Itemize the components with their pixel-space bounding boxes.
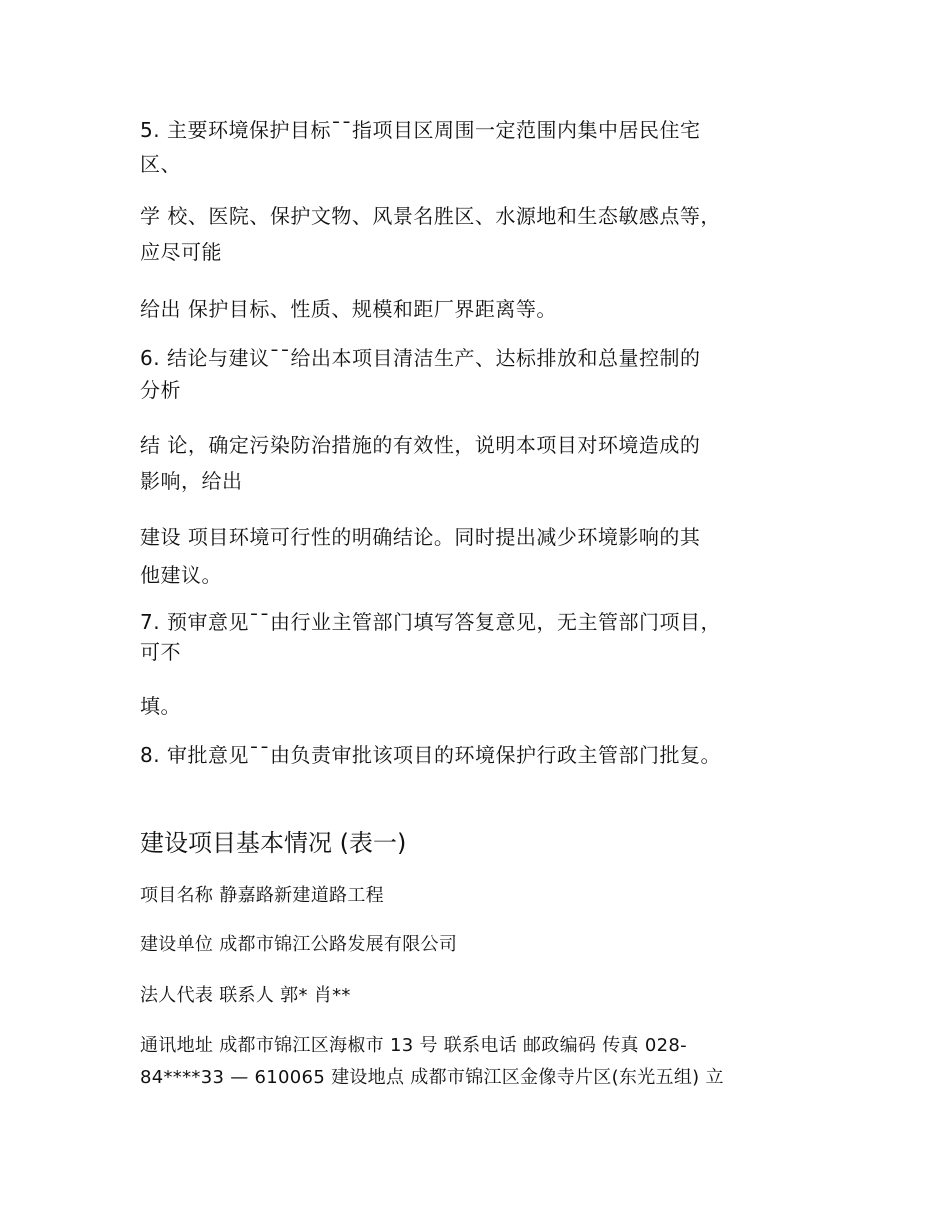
note-5-line-4: 应尽可能	[140, 240, 222, 264]
note-7-line-1: 7. 预审意见¯¯由行业主管部门填写答复意见，无主管部门项目，	[140, 610, 721, 634]
field-address-line-1: 通讯地址 成都市锦江区海椒市 13 号 联系电话 邮政编码 传真 028-	[140, 1035, 687, 1056]
note-8-line-1: 8. 审批意见¯¯由负责审批该项目的环境保护行政主管部门批复。	[140, 743, 721, 767]
note-5-line-2: 区、	[140, 152, 181, 176]
field-address-line-2: 84****33 — 610065 建设地点 成都市锦江区金像寺片区(东光五组) 立	[140, 1067, 724, 1088]
note-6-line-2: 分析	[140, 378, 181, 402]
field-construction-unit: 建设单位 成都市锦江公路发展有限公司	[140, 934, 458, 955]
note-7-line-2: 可不	[140, 640, 181, 664]
note-6-line-6: 他建议。	[140, 563, 222, 587]
section-title: 建设项目基本情况 (表一)	[140, 829, 407, 857]
note-6-line-1: 6. 结论与建议¯¯给出本项目清洁生产、达标排放和总量控制的	[140, 346, 701, 370]
note-6-line-4: 影响，给出	[140, 469, 243, 493]
field-project-name: 项目名称 静嘉路新建道路工程	[140, 885, 384, 906]
note-7-line-3: 填。	[140, 694, 181, 718]
field-legal-representative: 法人代表 联系人 郭* 肖**	[140, 985, 351, 1006]
note-5-line-1: 5. 主要环境保护目标¯¯指项目区周围一定范围内集中居民住宅	[140, 118, 701, 142]
note-6-line-5: 建设 项目环境可行性的明确结论。同时提出减少环境影响的其	[140, 525, 701, 549]
note-6-line-3: 结 论，确定污染防治措施的有效性，说明本项目对环境造成的	[140, 433, 701, 457]
note-5-line-5: 给出 保护目标、性质、规模和距厂界距离等。	[140, 297, 557, 321]
note-5-line-3: 学 校、医院、保护文物、风景名胜区、水源地和生态敏感点等，	[140, 204, 721, 228]
